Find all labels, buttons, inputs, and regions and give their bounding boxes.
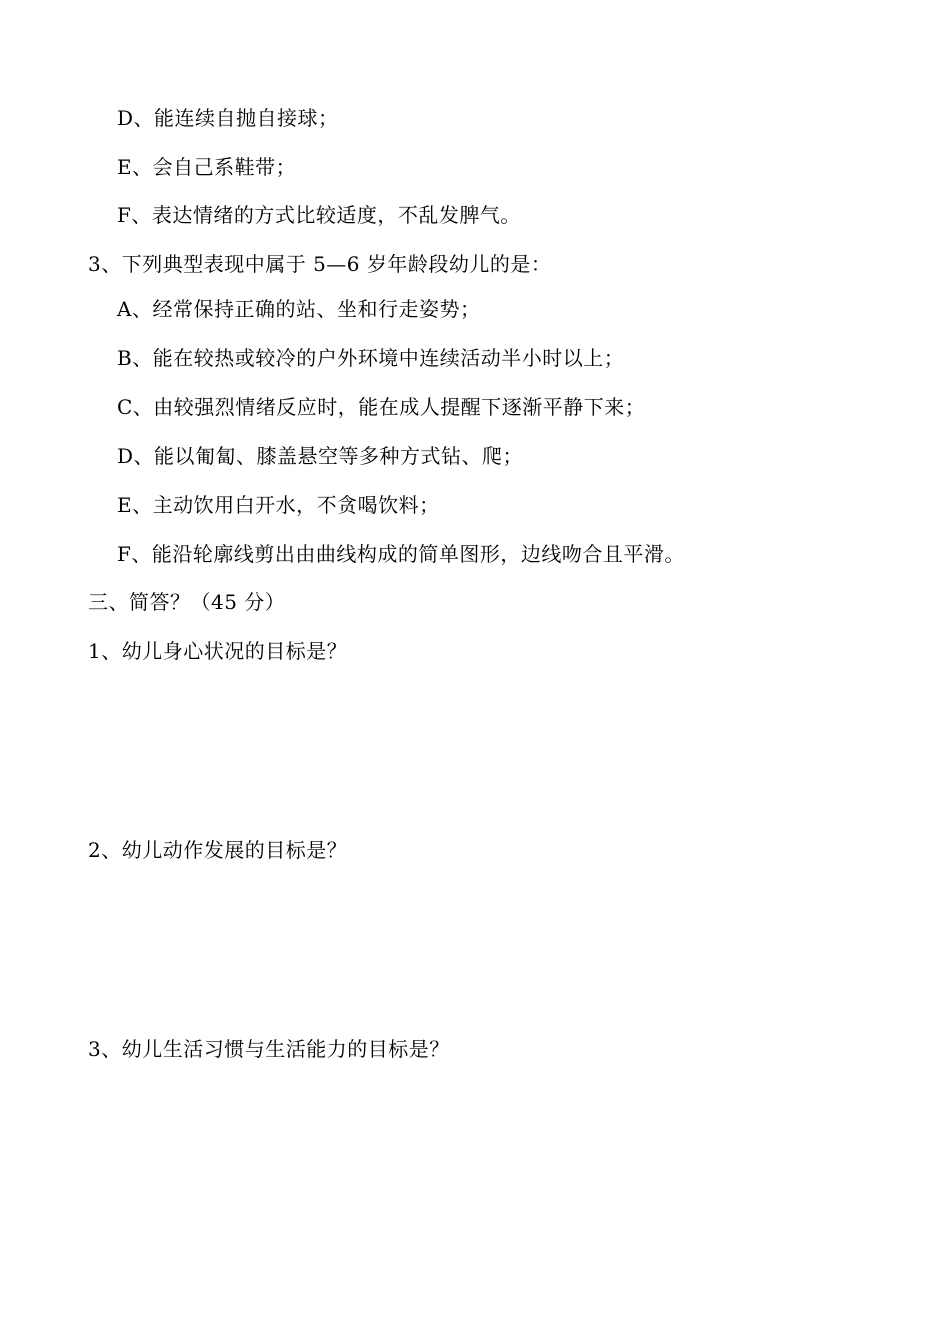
q2-option-f: F、表达情绪的方式比较适度，不乱发脾气。 bbox=[117, 203, 521, 227]
q3-option-f: F、能沿轮廓线剪出由曲线构成的简单图形，边线吻合且平滑。 bbox=[117, 542, 685, 566]
q3-option-d: D、能以匍匐、膝盖悬空等多种方式钻、爬； bbox=[117, 444, 524, 468]
q2-option-e: E、会自己系鞋带； bbox=[117, 155, 297, 179]
q3-option-a: A、经常保持正确的站、坐和行走姿势； bbox=[117, 297, 481, 321]
short-answer-question: 2、幼儿动作发展的目标是？ bbox=[88, 838, 348, 862]
short-answer-question: 3、幼儿生活习惯与生活能力的目标是？ bbox=[88, 1037, 450, 1061]
q3-option-e: E、主动饮用白开水，不贪喝饮料； bbox=[117, 493, 440, 517]
q3-option-c: C、由较强烈情绪反应时，能在成人提醒下逐渐平静下来； bbox=[117, 395, 646, 419]
section-heading: 三、简答？（45 分） bbox=[88, 590, 286, 614]
short-answer-question: 1、幼儿身心状况的目标是？ bbox=[88, 639, 348, 663]
q3-stem: 3、下列典型表现中属于 5—6 岁年龄段幼儿的是： bbox=[88, 252, 552, 276]
q3-option-b: B、能在较热或较冷的户外环境中连续活动半小时以上； bbox=[117, 346, 625, 370]
q2-option-d: D、能连续自抛自接球； bbox=[117, 106, 339, 130]
